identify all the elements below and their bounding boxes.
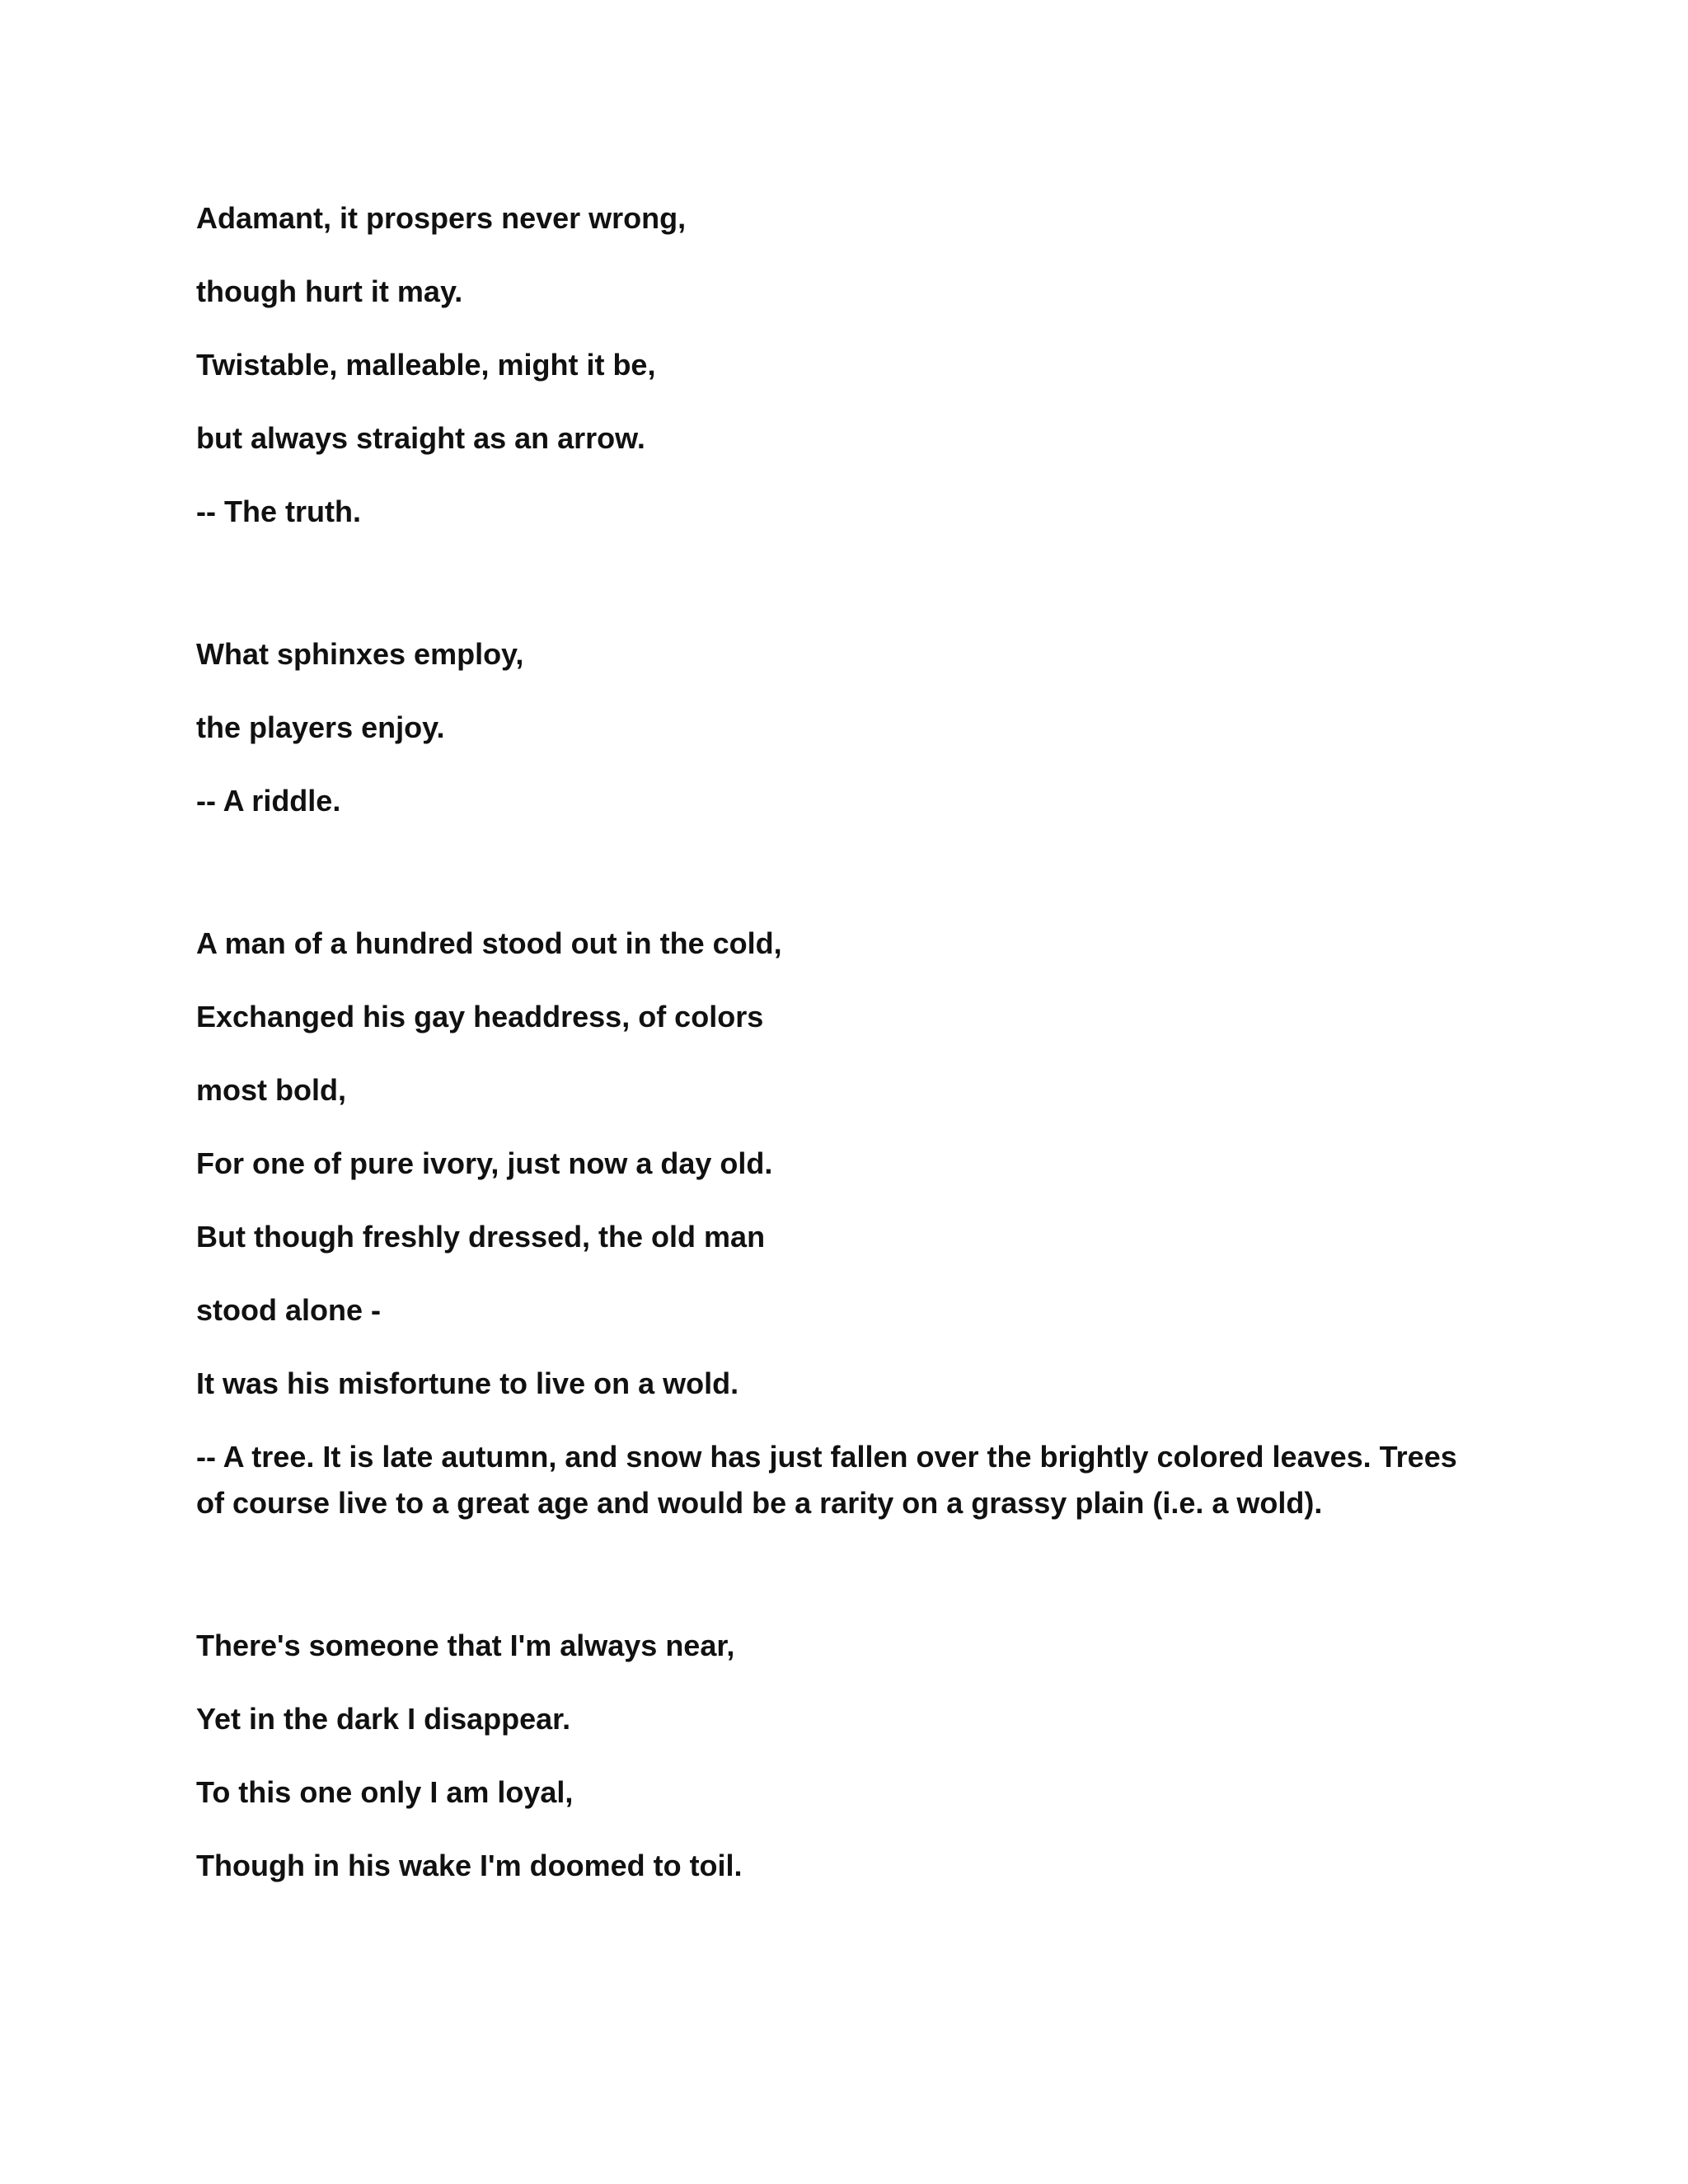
riddle-line: It was his misfortune to live on a wold. (196, 1366, 739, 1400)
riddle-line: There's someone that I'm always near, (196, 1629, 735, 1662)
riddle-line: For one of pure ivory, just now a day old. (196, 1146, 773, 1180)
riddle-answer: -- The truth. (196, 494, 361, 528)
riddle-line: most bold, (196, 1073, 346, 1107)
riddle-line: A man of a hundred stood out in the cold, (196, 926, 782, 960)
riddle-line: Twistable, malleable, might it be, (196, 348, 656, 382)
riddle-block (196, 195, 1492, 535)
riddle-answer: -- A riddle. (196, 784, 341, 818)
riddle-block (196, 1623, 1492, 1889)
riddle-line: stood alone - (196, 1293, 381, 1327)
riddle-line: Adamant, it prospers never wrong, (196, 201, 687, 235)
riddle-line: But though freshly dressed, the old man (196, 1220, 766, 1254)
riddle-block (196, 921, 1492, 1526)
riddle-line: Though in his wake I'm doomed to toil. (196, 1849, 743, 1882)
riddle-line: What sphinxes employ, (196, 637, 524, 671)
riddle-line: the players enjoy. (196, 710, 445, 744)
riddle-line: though hurt it may. (196, 274, 463, 308)
riddle-answer: -- A tree. It is late autumn, and snow has just fallen over the brightly colored leaves. Trees of course live to a great age and would be a rarity on a grassy plain (i.e. a wold). (196, 1440, 1457, 1520)
riddle-line: To this one only I am loyal, (196, 1775, 574, 1809)
riddle-line: Yet in the dark I disappear. (196, 1702, 571, 1736)
riddle-block (196, 631, 1492, 824)
riddle-line: Exchanged his gay headdress, of colors (196, 1000, 764, 1033)
riddle-line: but always straight as an arrow. (196, 421, 645, 455)
